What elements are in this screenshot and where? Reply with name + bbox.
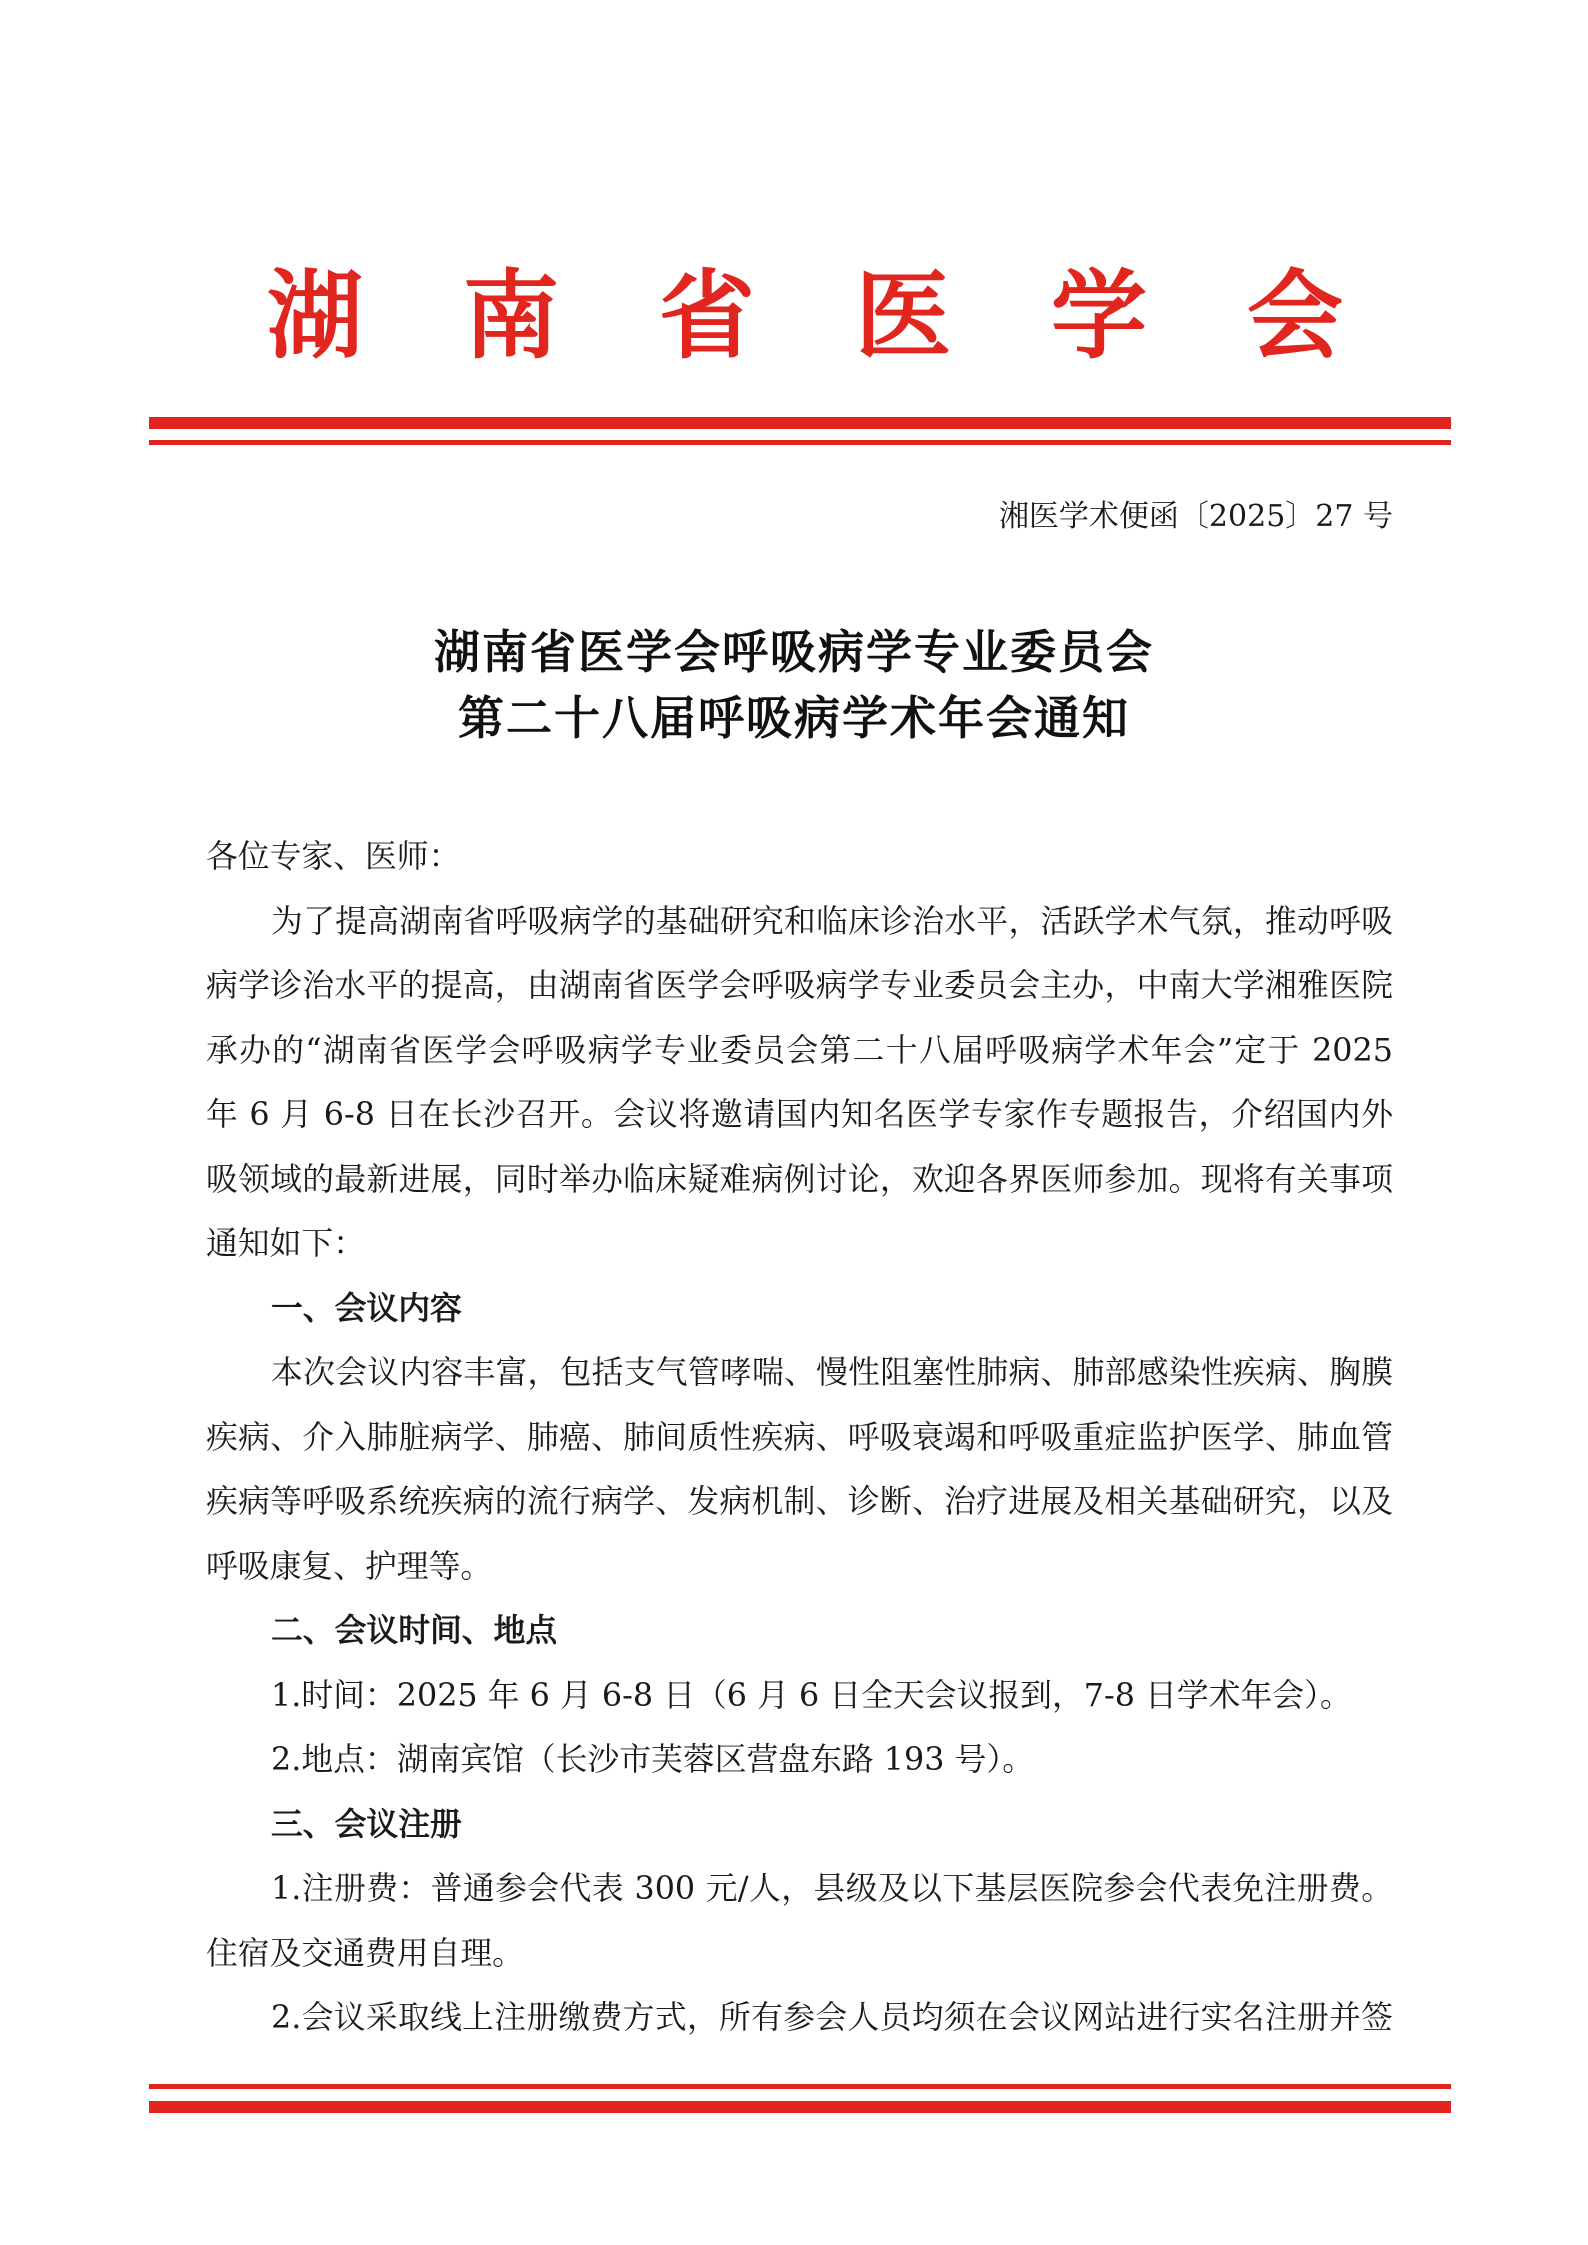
- section-heading-meeting-content: 一、会议内容: [271, 1289, 462, 1327]
- section-paragraph-line: 本次会议内容丰富，包括支气管哮喘、慢性阻塞性肺病、肺部感染性疾病、胸膜: [271, 1354, 1393, 1391]
- section-paragraph-line: 疾病等呼吸系统疾病的流行病学、发病机制、诊断、治疗进展及相关基础研究，以及: [206, 1483, 1393, 1520]
- registration-method-item: 2.会议采取线上注册缴费方式，所有参会人员均须在会议网站进行实名注册并签: [271, 1999, 1393, 2036]
- section-paragraph-line: 疾病、介入肺脏病学、肺癌、肺间质性疾病、呼吸衰竭和呼吸重症监护医学、肺血管: [206, 1418, 1393, 1456]
- intro-paragraph-line: 为了提高湖南省呼吸病学的基础研究和临床诊治水平，活跃学术气氛，推动呼吸: [271, 902, 1393, 940]
- document-number: 湘医学术便函〔2025〕27 号: [998, 499, 1393, 534]
- section-heading-time-location: 二、会议时间、地点: [271, 1612, 558, 1649]
- document-body: [206, 825, 1393, 2051]
- intro-paragraph-line: 承办的“湖南省医学会呼吸病学专业委员会第二十八届呼吸病学术年会”定于 2025: [206, 1031, 1393, 1069]
- section-heading-registration: 三、会议注册: [271, 1805, 462, 1843]
- letterhead-org-name: 湖南省医学会: [267, 259, 1443, 372]
- registration-fee-item: 1.注册费：普通参会代表 300 元/人，县级及以下基层医院参会代表免注册费。: [271, 1870, 1393, 1907]
- letterhead-rule-thin: [149, 440, 1451, 445]
- registration-fee-item-continued: 住宿及交通费用自理。: [206, 1934, 524, 1972]
- title-line-2: 第二十八届呼吸病学术年会通知: [458, 693, 1130, 744]
- intro-paragraph-line: 年 6 月 6-8 日在长沙召开。会议将邀请国内知名医学专家作专题报告，介绍国内外: [206, 1096, 1393, 1133]
- intro-paragraph-line: 吸领域的最新进展，同时举办临床疑难病例讨论，欢迎各界医师参加。现将有关事项: [206, 1160, 1393, 1198]
- section-paragraph-line: 呼吸康复、护理等。: [206, 1547, 493, 1585]
- title-line-1: 湖南省医学会呼吸病学专业委员会: [434, 627, 1154, 678]
- footer-rule-thin: [149, 2084, 1451, 2089]
- letterhead-rule-thick: [149, 417, 1451, 429]
- document-title: [0, 620, 1588, 752]
- intro-paragraph-line: 病学诊治水平的提高，由湖南省医学会呼吸病学专业委员会主办，中南大学湘雅医院: [206, 967, 1393, 1004]
- intro-paragraph-line: 通知如下：: [206, 1225, 365, 1262]
- meeting-location-item: 2.地点：湖南宾馆（长沙市芙蓉区营盘东路 193 号）。: [271, 1741, 1035, 1778]
- footer-rule-thick: [149, 2101, 1451, 2113]
- meeting-time-item: 1.时间：2025 年 6 月 6-8 日（6 月 6 日全天会议报到，7-8 日学术年会）。: [271, 1676, 1352, 1714]
- salutation: 各位专家、医师：: [206, 838, 461, 875]
